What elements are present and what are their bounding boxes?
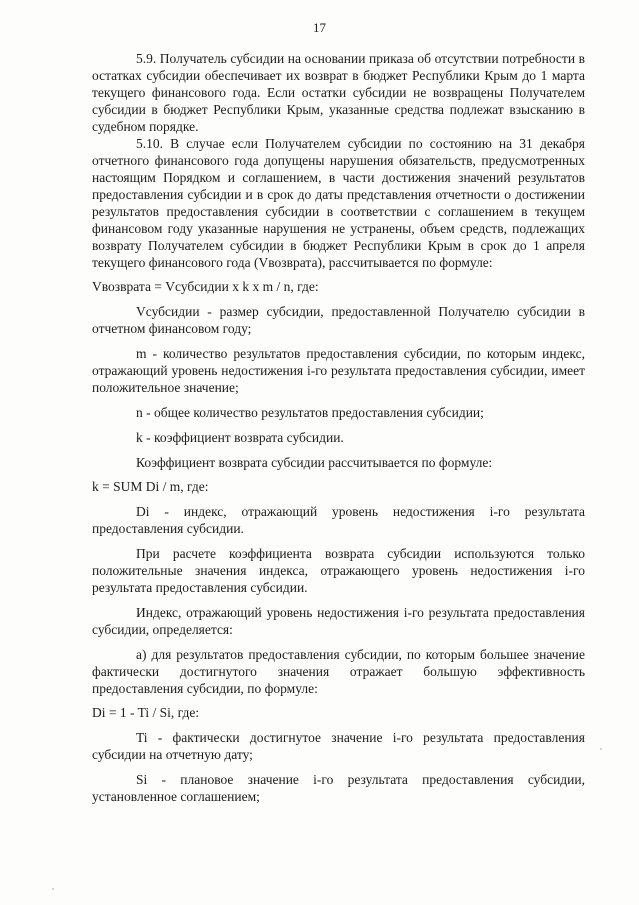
scan-speck [52,888,54,890]
definition-n: n - общее количество результатов предоставления субсидии; [136,405,484,420]
definition-k: k - коэффициент возврата субсидии. [136,430,344,445]
page-number: 17 [313,20,326,35]
scan-speck [600,748,602,750]
paragraph-5-9: 5.9. Получатель субсидии на основании приказа об отсутствии потребности в остатках субсидии обеспечивает их возврат в бюджет Республики Крым до 1 марта текущего финансового года. Если остатки субсидии не возвращены Получателем субсидии в бюджет Республики Крым, указанные средства подлежат взысканию в судебном порядке. [92,51,585,134]
formula-return-volume: Vвозврата = Vсубсидии x k x m / n, где: [92,279,319,294]
formula-coefficient: k = SUM Di / m, где: [92,479,209,494]
definition-m: m - количество результатов предоставления субсидии, по которым индекс, отражающий уровень недостижения i-го результата предоставления субсидии, имеет положительное значение; [92,346,585,395]
definition-di: Di - индекс, отражающий уровень недостижения i-го результата предоставления субсидии. [92,504,585,536]
case-a: а) для результатов предоставления субсидии, по которым большее значение фактически достигнутого значения отражает большую эффективность предоставления субсидии, по формуле: [92,647,585,696]
document-body [92,50,585,805]
positive-values-note: При расчете коэффициента возврата субсидии используются только положительные значения индекса, отражающего уровень недостижения i-го результата предоставления субсидии. [92,546,585,595]
formula-index: Di = 1 - Ti / Si, где: [92,705,200,720]
definition-si: Si - плановое значение i-го результата предоставления субсидии, установленное соглашением; [92,772,585,804]
coefficient-intro: Коэффициент возврата субсидии рассчитывается по формуле: [136,455,493,470]
definition-ti: Ti - фактически достигнутое значение i-го результата предоставления субсидии на отчетную дату; [92,730,585,762]
index-intro: Индекс, отражающий уровень недостижения i-го результата предоставления субсидии, определяется: [92,605,585,637]
definition-vsubsidy: Vсубсидии - размер субсидии, предоставленной Получателю субсидии в отчетном финансовом году; [92,304,585,336]
paragraph-5-10: 5.10. В случае если Получателем субсидии по состоянию на 31 декабря отчетного финансового года допущены нарушения обязательств, предусмотренных настоящим Порядком и соглашением, в части достижения значений результатов предоставления субсидии и в срок до даты представления отчетности о достижении результатов предоставления субсидии в соответствии с соглашением в текущем финансовом году указанные нарушения не устранены, объем средств, подлежащих возврату Получателем субсидии в бюджет Республики Крым в срок до 1 апреля текущего финансового года (Vвозврата), рассчитывается по формуле: [92,136,585,270]
